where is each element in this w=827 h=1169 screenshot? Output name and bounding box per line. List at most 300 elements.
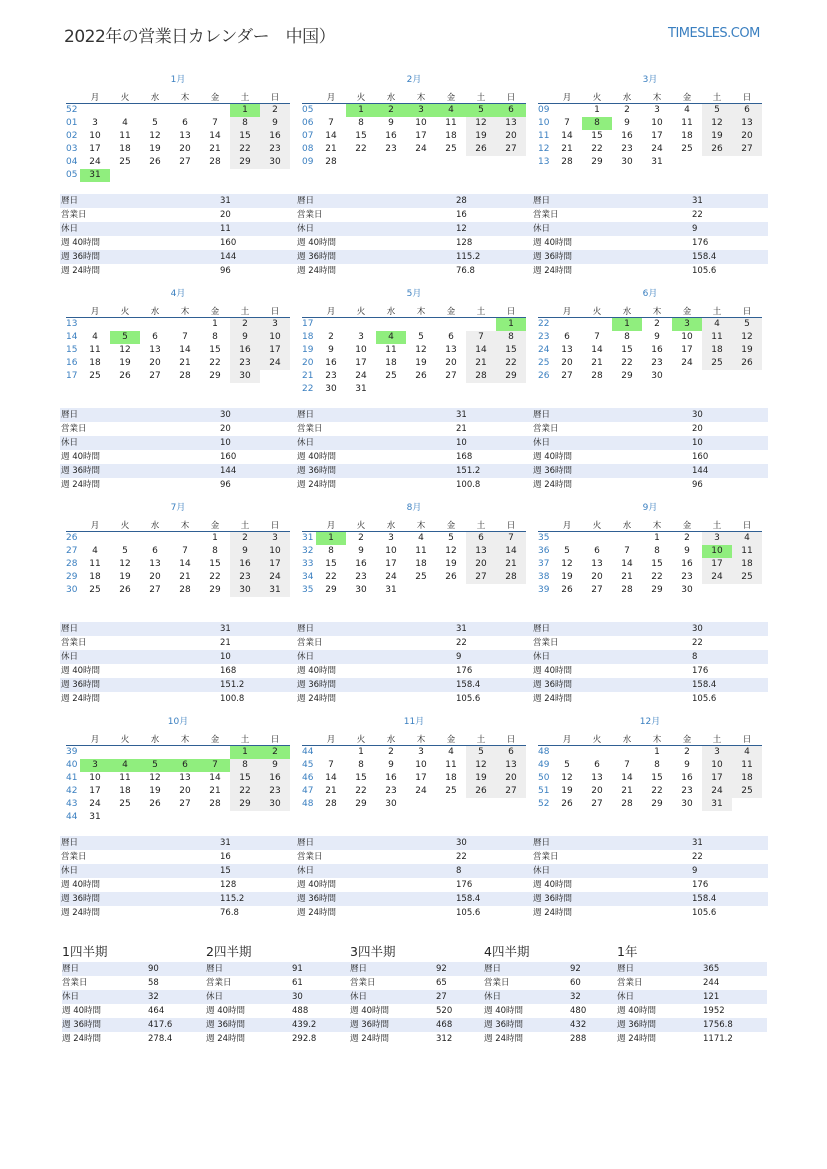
day-cell[interactable]: 4 [110,759,140,772]
day-cell[interactable]: 5 [466,104,496,117]
day-cell[interactable]: 2 [654,319,660,330]
day-cell[interactable]: 25 [681,144,693,154]
day-cell[interactable]: 6 [152,546,158,556]
day-cell[interactable]: 1 [212,533,218,544]
day-cell[interactable]: 17 [702,772,732,785]
day-cell[interactable]: 29 [230,156,260,169]
day-cell[interactable]: 28 [325,799,337,809]
day-cell[interactable]: 23 [260,143,290,156]
day-cell[interactable]: 28 [496,571,526,584]
day-cell[interactable]: 16 [385,773,397,783]
day-cell[interactable]: 1 [316,532,346,545]
day-cell[interactable]: 14 [561,131,573,141]
day-cell[interactable]: 13 [179,773,191,783]
day-cell[interactable]: 19 [561,786,573,796]
day-cell[interactable]: 27 [179,799,191,809]
day-cell[interactable]: 19 [149,786,161,796]
day-cell[interactable]: 8 [624,332,630,342]
day-cell[interactable]: 22 [621,358,633,368]
day-cell[interactable]: 17 [415,131,427,141]
day-cell[interactable]: 26 [415,371,427,381]
day-cell[interactable]: 20 [179,144,191,154]
day-cell[interactable]: 15 [651,773,663,783]
day-cell[interactable]: 17 [355,358,367,368]
day-cell[interactable]: 1 [230,104,260,117]
day-cell[interactable]: 4 [376,331,406,344]
day-cell[interactable]: 9 [230,331,260,344]
day-cell[interactable]: 5 [140,759,170,772]
day-cell[interactable]: 31 [702,798,732,811]
day-cell[interactable]: 21 [621,572,633,582]
day-cell[interactable]: 4 [448,747,454,758]
day-cell[interactable]: 27 [496,143,526,156]
day-cell[interactable]: 11 [385,345,397,355]
day-cell[interactable]: 28 [621,799,633,809]
day-cell[interactable]: 26 [119,585,131,595]
day-cell[interactable]: 19 [119,572,131,582]
day-cell[interactable]: 25 [415,572,427,582]
day-cell[interactable]: 30 [385,799,397,809]
day-cell[interactable]: 17 [260,558,290,571]
day-cell[interactable]: 3 [80,759,110,772]
day-cell[interactable]: 16 [651,345,663,355]
day-cell[interactable]: 25 [445,786,457,796]
day-cell[interactable]: 19 [119,358,131,368]
day-cell[interactable]: 15 [230,772,260,785]
day-cell[interactable]: 15 [621,345,633,355]
day-cell[interactable]: 25 [445,144,457,154]
day-cell[interactable]: 13 [561,345,573,355]
day-cell[interactable]: 23 [385,144,397,154]
day-cell[interactable]: 7 [182,546,188,556]
day-cell[interactable]: 2 [358,533,364,544]
day-cell[interactable]: 30 [621,157,633,167]
day-cell[interactable]: 27 [445,371,457,381]
day-cell[interactable]: 31 [260,584,290,597]
day-cell[interactable]: 1 [212,319,218,330]
day-cell[interactable]: 6 [594,760,600,770]
day-cell[interactable]: 11 [445,760,457,770]
day-cell[interactable]: 13 [591,773,603,783]
day-cell[interactable]: 18 [415,559,427,569]
day-cell[interactable]: 6 [170,759,200,772]
day-cell[interactable]: 5 [418,332,424,342]
day-cell[interactable]: 18 [119,144,131,154]
day-cell[interactable]: 24 [415,786,427,796]
day-cell[interactable]: 10 [681,332,693,342]
day-cell[interactable]: 5 [122,546,128,556]
day-cell[interactable]: 2 [684,533,690,544]
day-cell[interactable]: 20 [591,786,603,796]
day-cell[interactable]: 14 [621,559,633,569]
day-cell[interactable]: 14 [591,345,603,355]
day-cell[interactable]: 25 [89,371,101,381]
day-cell[interactable]: 18 [385,358,397,368]
day-cell[interactable]: 20 [591,572,603,582]
day-cell[interactable]: 18 [702,344,732,357]
day-cell[interactable]: 5 [564,546,570,556]
day-cell[interactable]: 9 [328,345,334,355]
day-cell[interactable]: 3 [406,104,436,117]
day-cell[interactable]: 20 [496,130,526,143]
day-cell[interactable]: 26 [445,572,457,582]
day-cell[interactable]: 23 [230,357,260,370]
day-cell[interactable]: 22 [651,572,663,582]
day-cell[interactable]: 14 [179,559,191,569]
day-cell[interactable]: 7 [212,118,218,128]
day-cell[interactable]: 13 [732,117,762,130]
day-cell[interactable]: 19 [149,144,161,154]
day-cell[interactable]: 11 [445,118,457,128]
day-cell[interactable]: 3 [672,318,702,331]
day-cell[interactable]: 10 [89,131,101,141]
day-cell[interactable]: 23 [325,371,337,381]
day-cell[interactable]: 19 [732,344,762,357]
day-cell[interactable]: 7 [328,760,334,770]
day-cell[interactable]: 30 [681,585,693,595]
day-cell[interactable]: 12 [466,759,496,772]
day-cell[interactable]: 28 [621,585,633,595]
day-cell[interactable]: 28 [209,157,221,167]
day-cell[interactable]: 12 [119,345,131,355]
day-cell[interactable]: 16 [325,358,337,368]
day-cell[interactable]: 28 [209,799,221,809]
day-cell[interactable]: 20 [561,358,573,368]
day-cell[interactable]: 24 [702,571,732,584]
day-cell[interactable]: 23 [385,786,397,796]
day-cell[interactable]: 12 [466,117,496,130]
day-cell[interactable]: 25 [385,371,397,381]
day-cell[interactable]: 30 [260,156,290,169]
day-cell[interactable]: 22 [209,358,221,368]
day-cell[interactable]: 11 [415,546,427,556]
day-cell[interactable]: 24 [415,144,427,154]
day-cell[interactable]: 17 [681,345,693,355]
day-cell[interactable]: 15 [496,344,526,357]
day-cell[interactable]: 24 [651,144,663,154]
day-cell[interactable]: 5 [564,760,570,770]
day-cell[interactable]: 31 [80,169,110,182]
day-cell[interactable]: 11 [681,118,693,128]
day-cell[interactable]: 14 [209,773,221,783]
day-cell[interactable]: 3 [92,118,98,128]
day-cell[interactable]: 13 [466,545,496,558]
day-cell[interactable]: 14 [325,131,337,141]
day-cell[interactable]: 30 [681,799,693,809]
day-cell[interactable]: 1 [346,104,376,117]
day-cell[interactable]: 25 [702,357,732,370]
day-cell[interactable]: 16 [681,559,693,569]
day-cell[interactable]: 8 [654,760,660,770]
day-cell[interactable]: 10 [415,118,427,128]
day-cell[interactable]: 8 [358,118,364,128]
day-cell[interactable]: 25 [732,571,762,584]
day-cell[interactable]: 5 [466,746,496,759]
day-cell[interactable]: 12 [149,773,161,783]
day-cell[interactable]: 16 [230,558,260,571]
day-cell[interactable]: 1 [654,533,660,544]
day-cell[interactable]: 21 [179,572,191,582]
day-cell[interactable]: 19 [466,772,496,785]
day-cell[interactable]: 10 [89,773,101,783]
day-cell[interactable]: 13 [149,559,161,569]
day-cell[interactable]: 16 [260,130,290,143]
day-cell[interactable]: 28 [591,371,603,381]
day-cell[interactable]: 21 [325,786,337,796]
day-cell[interactable]: 27 [179,157,191,167]
day-cell[interactable]: 20 [496,772,526,785]
day-cell[interactable]: 8 [582,117,612,130]
day-cell[interactable]: 30 [325,384,337,394]
day-cell[interactable]: 10 [651,118,663,128]
day-cell[interactable]: 6 [564,332,570,342]
day-cell[interactable]: 22 [651,786,663,796]
day-cell[interactable]: 6 [732,104,762,117]
day-cell[interactable]: 17 [385,559,397,569]
day-cell[interactable]: 5 [448,533,454,544]
day-cell[interactable]: 14 [209,131,221,141]
day-cell[interactable]: 18 [119,786,131,796]
brand-logo[interactable]: TIMESLES.COM [668,26,760,41]
day-cell[interactable]: 22 [355,144,367,154]
day-cell[interactable]: 18 [89,358,101,368]
day-cell[interactable]: 9 [624,118,630,128]
day-cell[interactable]: 12 [561,559,573,569]
day-cell[interactable]: 4 [702,318,732,331]
day-cell[interactable]: 4 [122,118,128,128]
day-cell[interactable]: 20 [149,572,161,582]
day-cell[interactable]: 2 [684,747,690,758]
day-cell[interactable]: 19 [445,559,457,569]
day-cell[interactable]: 9 [388,760,394,770]
day-cell[interactable]: 10 [260,545,290,558]
day-cell[interactable]: 10 [260,331,290,344]
day-cell[interactable]: 15 [209,345,221,355]
day-cell[interactable]: 23 [260,785,290,798]
day-cell[interactable]: 19 [702,130,732,143]
day-cell[interactable]: 29 [355,799,367,809]
day-cell[interactable]: 28 [561,157,573,167]
day-cell[interactable]: 26 [561,799,573,809]
day-cell[interactable]: 17 [415,773,427,783]
day-cell[interactable]: 21 [466,357,496,370]
day-cell[interactable]: 7 [564,118,570,128]
day-cell[interactable]: 2 [230,318,260,331]
day-cell[interactable]: 18 [681,131,693,141]
day-cell[interactable]: 3 [654,105,660,116]
day-cell[interactable]: 14 [325,773,337,783]
day-cell[interactable]: 26 [702,143,732,156]
day-cell[interactable]: 1 [358,747,364,758]
day-cell[interactable]: 29 [591,157,603,167]
day-cell[interactable]: 19 [466,130,496,143]
day-cell[interactable]: 27 [591,799,603,809]
day-cell[interactable]: 4 [418,533,424,544]
day-cell[interactable]: 24 [702,785,732,798]
day-cell[interactable]: 8 [358,760,364,770]
day-cell[interactable]: 11 [89,345,101,355]
day-cell[interactable]: 9 [684,760,690,770]
day-cell[interactable]: 26 [149,799,161,809]
day-cell[interactable]: 9 [260,759,290,772]
day-cell[interactable]: 12 [445,546,457,556]
day-cell[interactable]: 23 [621,144,633,154]
day-cell[interactable]: 13 [496,759,526,772]
day-cell[interactable]: 15 [209,559,221,569]
day-cell[interactable]: 23 [230,571,260,584]
day-cell[interactable]: 6 [496,746,526,759]
day-cell[interactable]: 26 [732,357,762,370]
day-cell[interactable]: 27 [496,785,526,798]
day-cell[interactable]: 27 [591,585,603,595]
day-cell[interactable]: 22 [209,572,221,582]
day-cell[interactable]: 27 [732,143,762,156]
day-cell[interactable]: 15 [325,559,337,569]
day-cell[interactable]: 1 [612,318,642,331]
day-cell[interactable]: 3 [260,318,290,331]
day-cell[interactable]: 8 [230,117,260,130]
day-cell[interactable]: 12 [732,331,762,344]
day-cell[interactable]: 17 [89,144,101,154]
day-cell[interactable]: 21 [325,144,337,154]
day-cell[interactable]: 5 [152,118,158,128]
day-cell[interactable]: 14 [621,773,633,783]
day-cell[interactable]: 30 [355,585,367,595]
day-cell[interactable]: 24 [89,157,101,167]
day-cell[interactable]: 4 [92,546,98,556]
day-cell[interactable]: 12 [702,117,732,130]
day-cell[interactable]: 27 [561,371,573,381]
day-cell[interactable]: 2 [260,746,290,759]
day-cell[interactable]: 24 [260,571,290,584]
day-cell[interactable]: 12 [149,131,161,141]
day-cell[interactable]: 8 [230,759,260,772]
day-cell[interactable]: 13 [179,131,191,141]
day-cell[interactable]: 8 [212,332,218,342]
day-cell[interactable]: 15 [651,559,663,569]
day-cell[interactable]: 8 [496,331,526,344]
day-cell[interactable]: 7 [624,760,630,770]
day-cell[interactable]: 10 [702,545,732,558]
day-cell[interactable]: 29 [651,799,663,809]
day-cell[interactable]: 12 [119,559,131,569]
day-cell[interactable]: 9 [654,332,660,342]
day-cell[interactable]: 29 [209,585,221,595]
day-cell[interactable]: 1 [230,746,260,759]
day-cell[interactable]: 13 [591,559,603,569]
day-cell[interactable]: 21 [591,358,603,368]
day-cell[interactable]: 21 [209,786,221,796]
day-cell[interactable]: 5 [702,104,732,117]
day-cell[interactable]: 20 [732,130,762,143]
day-cell[interactable]: 6 [496,104,526,117]
day-cell[interactable]: 30 [230,370,260,383]
day-cell[interactable]: 17 [89,786,101,796]
day-cell[interactable]: 9 [388,118,394,128]
day-cell[interactable]: 27 [149,585,161,595]
day-cell[interactable]: 18 [732,558,762,571]
day-cell[interactable]: 21 [209,144,221,154]
day-cell[interactable]: 8 [212,546,218,556]
day-cell[interactable]: 30 [230,584,260,597]
day-cell[interactable]: 4 [684,105,690,116]
day-cell[interactable]: 6 [182,118,188,128]
day-cell[interactable]: 22 [325,572,337,582]
day-cell[interactable]: 15 [355,131,367,141]
day-cell[interactable]: 11 [732,545,762,558]
day-cell[interactable]: 11 [89,559,101,569]
day-cell[interactable]: 29 [496,370,526,383]
day-cell[interactable]: 29 [209,371,221,381]
day-cell[interactable]: 28 [325,157,337,167]
day-cell[interactable]: 28 [179,371,191,381]
day-cell[interactable]: 18 [89,572,101,582]
day-cell[interactable]: 11 [732,759,762,772]
day-cell[interactable]: 4 [732,532,762,545]
day-cell[interactable]: 11 [702,331,732,344]
day-cell[interactable]: 10 [702,759,732,772]
day-cell[interactable]: 14 [466,344,496,357]
day-cell[interactable]: 28 [466,370,496,383]
day-cell[interactable]: 26 [561,585,573,595]
day-cell[interactable]: 26 [466,143,496,156]
day-cell[interactable]: 11 [119,773,131,783]
day-cell[interactable]: 7 [594,332,600,342]
day-cell[interactable]: 18 [445,773,457,783]
day-cell[interactable]: 17 [651,131,663,141]
day-cell[interactable]: 14 [179,345,191,355]
day-cell[interactable]: 22 [591,144,603,154]
day-cell[interactable]: 29 [651,585,663,595]
day-cell[interactable]: 16 [260,772,290,785]
day-cell[interactable]: 30 [651,371,663,381]
day-cell[interactable]: 26 [466,785,496,798]
day-cell[interactable]: 20 [466,558,496,571]
day-cell[interactable]: 1 [496,318,526,331]
day-cell[interactable]: 6 [448,332,454,342]
day-cell[interactable]: 3 [388,533,394,544]
day-cell[interactable]: 7 [496,532,526,545]
day-cell[interactable]: 3 [418,747,424,758]
day-cell[interactable]: 2 [230,532,260,545]
day-cell[interactable]: 12 [415,345,427,355]
day-cell[interactable]: 7 [182,332,188,342]
day-cell[interactable]: 3 [702,532,732,545]
day-cell[interactable]: 1 [654,747,660,758]
day-cell[interactable]: 13 [496,117,526,130]
day-cell[interactable]: 25 [732,785,762,798]
day-cell[interactable]: 21 [561,144,573,154]
day-cell[interactable]: 5 [110,331,140,344]
day-cell[interactable]: 24 [89,799,101,809]
day-cell[interactable]: 10 [415,760,427,770]
day-cell[interactable]: 3 [358,332,364,342]
day-cell[interactable]: 20 [179,786,191,796]
day-cell[interactable]: 4 [92,332,98,342]
day-cell[interactable]: 22 [230,785,260,798]
day-cell[interactable]: 6 [466,532,496,545]
day-cell[interactable]: 21 [179,358,191,368]
day-cell[interactable]: 7 [624,546,630,556]
day-cell[interactable]: 5 [732,318,762,331]
day-cell[interactable]: 21 [621,786,633,796]
day-cell[interactable]: 7 [328,118,334,128]
day-cell[interactable]: 9 [684,546,690,556]
day-cell[interactable]: 27 [149,371,161,381]
day-cell[interactable]: 16 [355,559,367,569]
day-cell[interactable]: 26 [119,371,131,381]
day-cell[interactable]: 20 [445,358,457,368]
